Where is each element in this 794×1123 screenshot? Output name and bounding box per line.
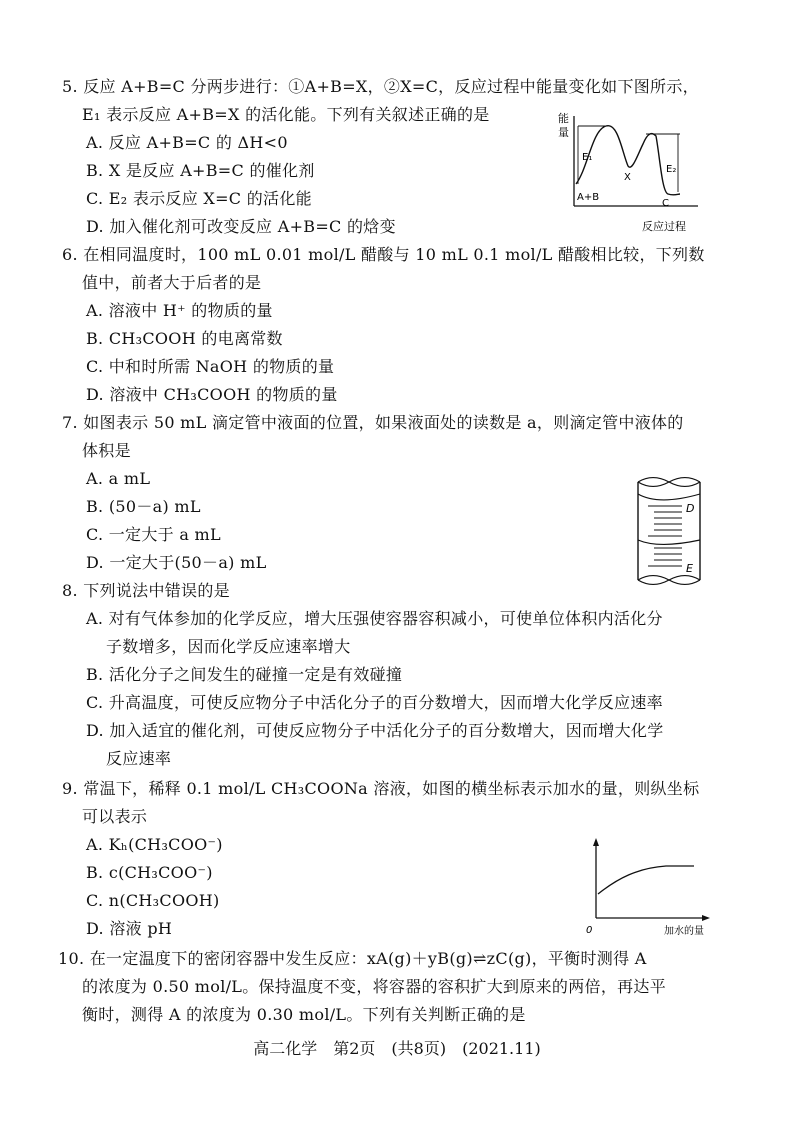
burette-diagram <box>632 476 710 588</box>
q10-stem-line2: 的浓度为 0.50 mol/L。保持温度不变，将容器的容积扩大到原来的两倍，再达平 <box>82 977 667 996</box>
q7-option-d: D. 一定大于(50－a) mL <box>86 553 267 572</box>
q8-option-a-line2: 子数增多，因而化学反应速率增大 <box>106 637 351 656</box>
q5-stem-line2: E₁ 表示反应 A+B=X 的活化能。下列有关叙述正确的是 <box>82 105 490 124</box>
q9-option-b: B. c(CH₃COO⁻) <box>86 863 213 882</box>
energy-diagram <box>548 108 708 238</box>
q6-stem-line1: 6. 在相同温度时，100 mL 0.01 mol/L 醋酸与 10 mL 0.1 mol/L 醋酸相比较，下列数 <box>62 245 705 264</box>
q9-stem-line1: 9. 常温下，稀释 0.1 mol/L CH₃COONa 溶液，如图的横坐标表示加水的量，则纵坐标 <box>62 779 700 798</box>
q5-option-a: A. 反应 A+B=C 的 ΔH<0 <box>86 133 288 152</box>
energy-xlabel: 反应过程 <box>642 220 686 233</box>
q6-option-d: D. 溶液中 CH₃COOH 的物质的量 <box>86 385 338 404</box>
q7-option-c: C. 一定大于 a mL <box>86 525 221 544</box>
q8-option-d-line2: 反应速率 <box>106 749 172 768</box>
q7-stem-line1: 7. 如图表示 50 mL 滴定管中液面的位置，如果液面处的读数是 a，则滴定管中液体的 <box>62 413 684 432</box>
energy-e2-label: E₂ <box>666 164 677 175</box>
q5-option-c: C. E₂ 表示反应 X=C 的活化能 <box>86 189 312 208</box>
energy-ylabel-2: 量 <box>558 126 569 139</box>
energy-e1-label: E₁ <box>582 152 593 163</box>
q5-stem-line1: 5. 反应 A+B=C 分两步进行：①A+B=X，②X=C，反应过程中能量变化如下图所示， <box>62 77 699 96</box>
energy-ab-label: A+B <box>577 192 600 203</box>
energy-x-label: X <box>624 172 631 183</box>
burette-e-label: E <box>686 562 693 575</box>
q8-option-d-line1: D. 加入适宜的催化剂，可使反应物分子中活化分子的百分数增大，因而增大化学 <box>86 721 664 740</box>
q9-stem-line2: 可以表示 <box>82 807 148 826</box>
page-footer: 高二化学 第2页 (共8页) (2021.11) <box>253 1039 541 1058</box>
q9-option-a: A. Kₕ(CH₃COO⁻) <box>86 835 223 854</box>
q8-option-c: C. 升高温度，可使反应物分子中活化分子的百分数增大，因而增大化学反应速率 <box>86 693 663 712</box>
dilution-graph <box>582 836 712 936</box>
burette-d-label: D <box>686 502 695 515</box>
q9-option-c: C. n(CH₃COOH) <box>86 891 220 910</box>
q9-option-d: D. 溶液 pH <box>86 919 173 938</box>
q6-option-a: A. 溶液中 H⁺ 的物质的量 <box>86 301 273 320</box>
q8-option-a-line1: A. 对有气体参加的化学反应，增大压强使容器容积减小，可使单位体积内活化分 <box>86 609 663 628</box>
q6-option-c: C. 中和时所需 NaOH 的物质的量 <box>86 357 335 376</box>
q7-stem-line2: 体积是 <box>82 441 131 460</box>
graph-origin-label: 0 <box>586 925 593 936</box>
q5-option-b: B. X 是反应 A+B=C 的催化剂 <box>86 161 315 180</box>
q5-option-d: D. 加入催化剂可改变反应 A+B=C 的焓变 <box>86 217 396 236</box>
q8-stem: 8. 下列说法中错误的是 <box>62 581 230 600</box>
q10-stem-line1: 10. 在一定温度下的密闭容器中发生反应：xA(g)＋yB(g)⇌zC(g)，平衡时测得 A <box>58 949 647 968</box>
graph-xlabel: 加水的量 <box>664 926 704 936</box>
q8-option-b: B. 活化分子之间发生的碰撞一定是有效碰撞 <box>86 665 403 684</box>
energy-c-label: C <box>662 198 669 209</box>
q6-option-b: B. CH₃COOH 的电离常数 <box>86 329 283 348</box>
q7-option-b: B. (50－a) mL <box>86 497 201 516</box>
energy-ylabel-1: 能 <box>558 112 569 125</box>
q7-option-a: A. a mL <box>86 469 151 488</box>
q10-stem-line3: 衡时，测得 A 的浓度为 0.30 mol/L。下列有关判断正确的是 <box>82 1005 526 1024</box>
q6-stem-line2: 值中，前者大于后者的是 <box>82 273 262 292</box>
